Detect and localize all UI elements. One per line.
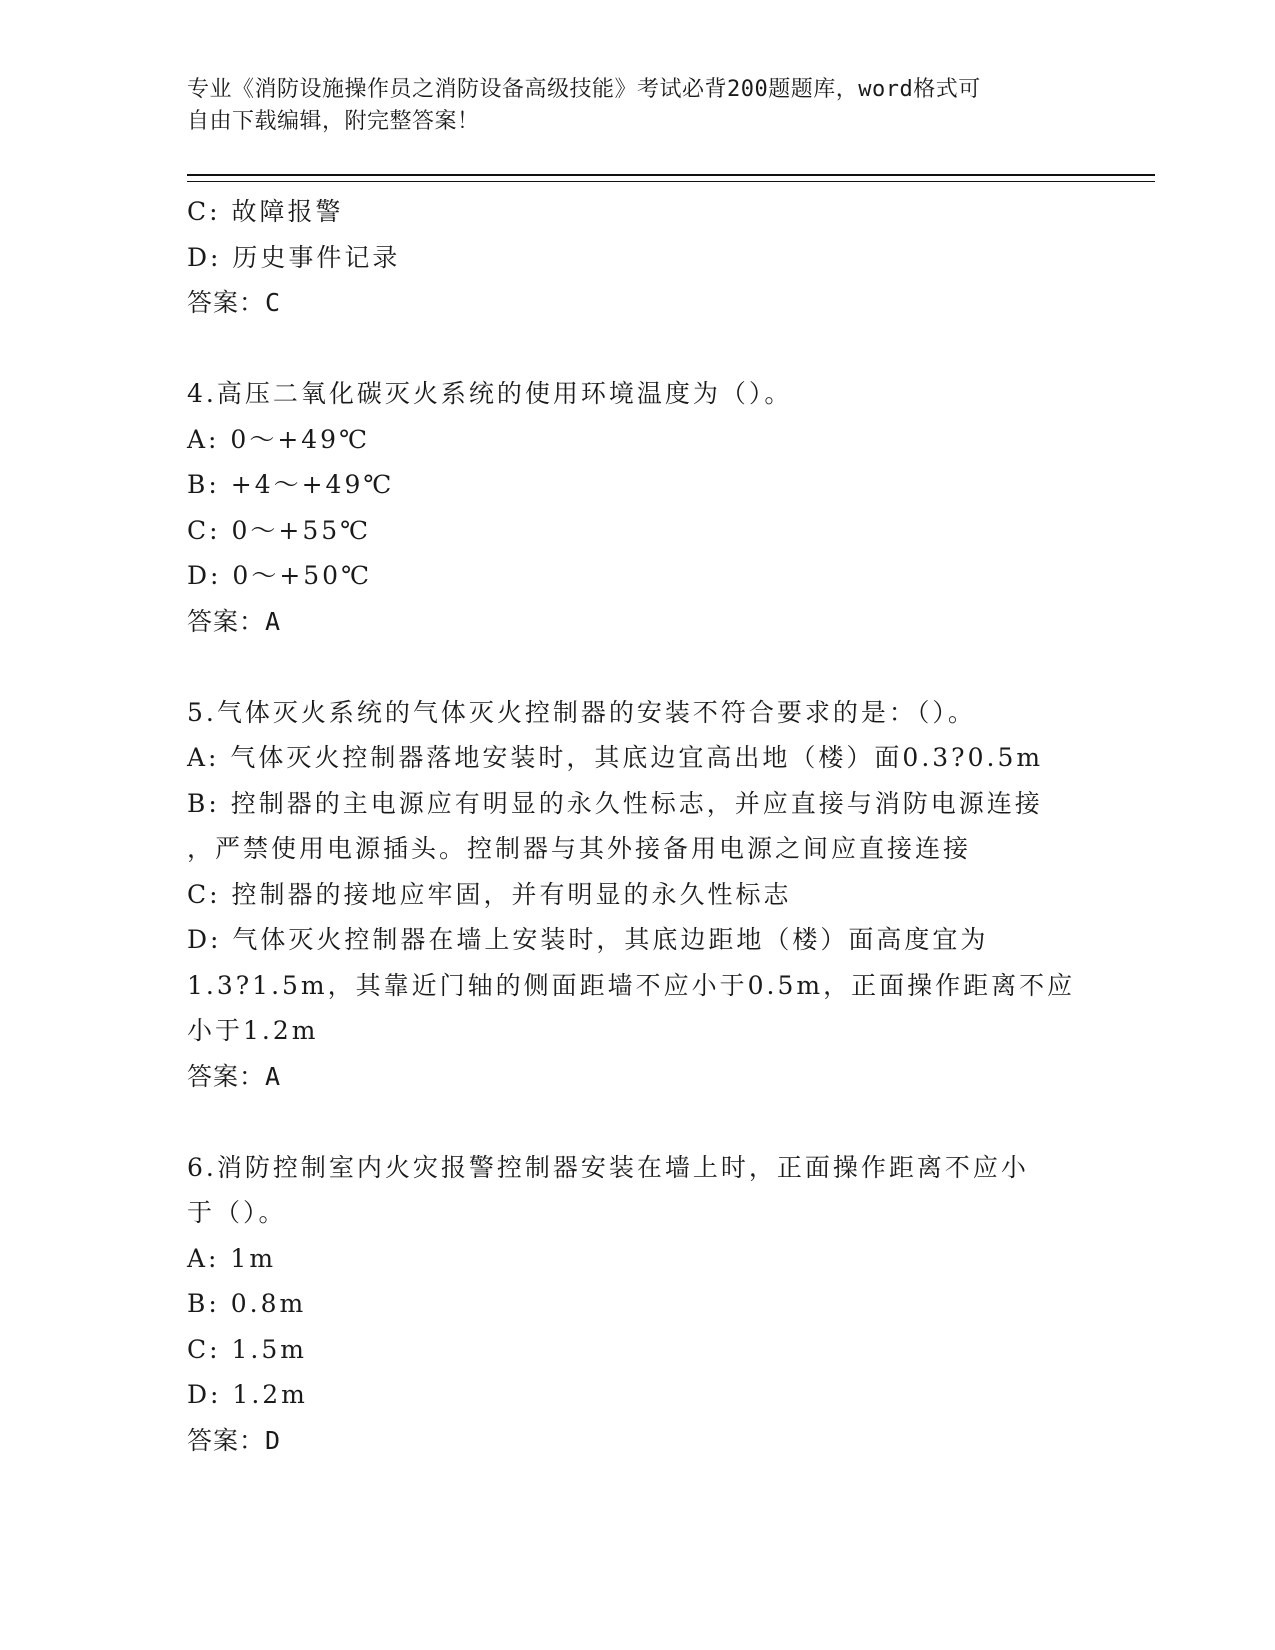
header-line-1: 专业《消防设施操作员之消防设备高级技能》考试必背200题题库，word格式可 [187, 77, 981, 102]
question-4 [187, 371, 1087, 644]
question-3-tail [187, 189, 1087, 326]
option-a: A: 气体灭火控制器落地安装时，其底边宜高出地（楼）面0.3?0.5m [187, 743, 1044, 772]
question-5 [187, 690, 1087, 1100]
header-line-2: 自由下载编辑，附完整答案！ [187, 109, 480, 134]
header-divider-thick [187, 174, 1155, 176]
option-a: A: 1m [187, 1243, 277, 1273]
option-c: C: 1.5m [187, 1334, 307, 1364]
document-header [187, 74, 1067, 138]
answer: 答案：D [187, 1425, 282, 1455]
spacer [187, 1099, 1087, 1145]
answer: 答案：A [187, 606, 282, 636]
header-divider-thin [187, 181, 1155, 182]
option-c: C: 控制器的接地应牢固，并有明显的永久性标志 [187, 879, 792, 909]
option-b-continued: ，严禁使用电源插头。控制器与其外接备用电源之间应直接连接 [187, 834, 972, 863]
option-c: C: 故障报警 [187, 197, 344, 226]
question-text: 4.高压二氧化碳灭火系统的使用环境温度为（）。 [187, 379, 793, 408]
answer: 答案：C [187, 288, 282, 317]
question-text: 6.消防控制室内火灾报警控制器安装在墙上时，正面操作距离不应小 [187, 1152, 1029, 1182]
option-d-continued: 1.3?1.5m，其靠近门轴的侧面距墙不应小于0.5m，正面操作距离不应 [187, 970, 1076, 1000]
question-text: 5.气体灭火系统的气体灭火控制器的安装不符合要求的是：（）。 [187, 697, 976, 727]
option-d-continued: 小于1.2m [187, 1016, 319, 1045]
option-d: D: 0～+50℃ [187, 561, 373, 590]
option-d: D: 1.2m [187, 1380, 308, 1409]
question-text-continued: 于（）。 [187, 1198, 287, 1227]
answer: 答案：A [187, 1061, 282, 1091]
option-b: B: 0.8m [187, 1289, 307, 1318]
option-b: B: 控制器的主电源应有明显的永久性标志，并应直接与消防电源连接 [187, 788, 1043, 818]
spacer [187, 326, 1087, 372]
option-a: A: 0～+49℃ [187, 424, 371, 454]
spacer [187, 644, 1087, 690]
option-d: D: 气体灭火控制器在墙上安装时，其底边距地（楼）面高度宜为 [187, 925, 989, 954]
question-list [187, 189, 1087, 1463]
option-b: B: +4～+49℃ [187, 470, 395, 499]
option-d: D: 历史事件记录 [187, 242, 401, 272]
option-c: C: 0～+55℃ [187, 515, 372, 545]
question-6 [187, 1145, 1087, 1464]
